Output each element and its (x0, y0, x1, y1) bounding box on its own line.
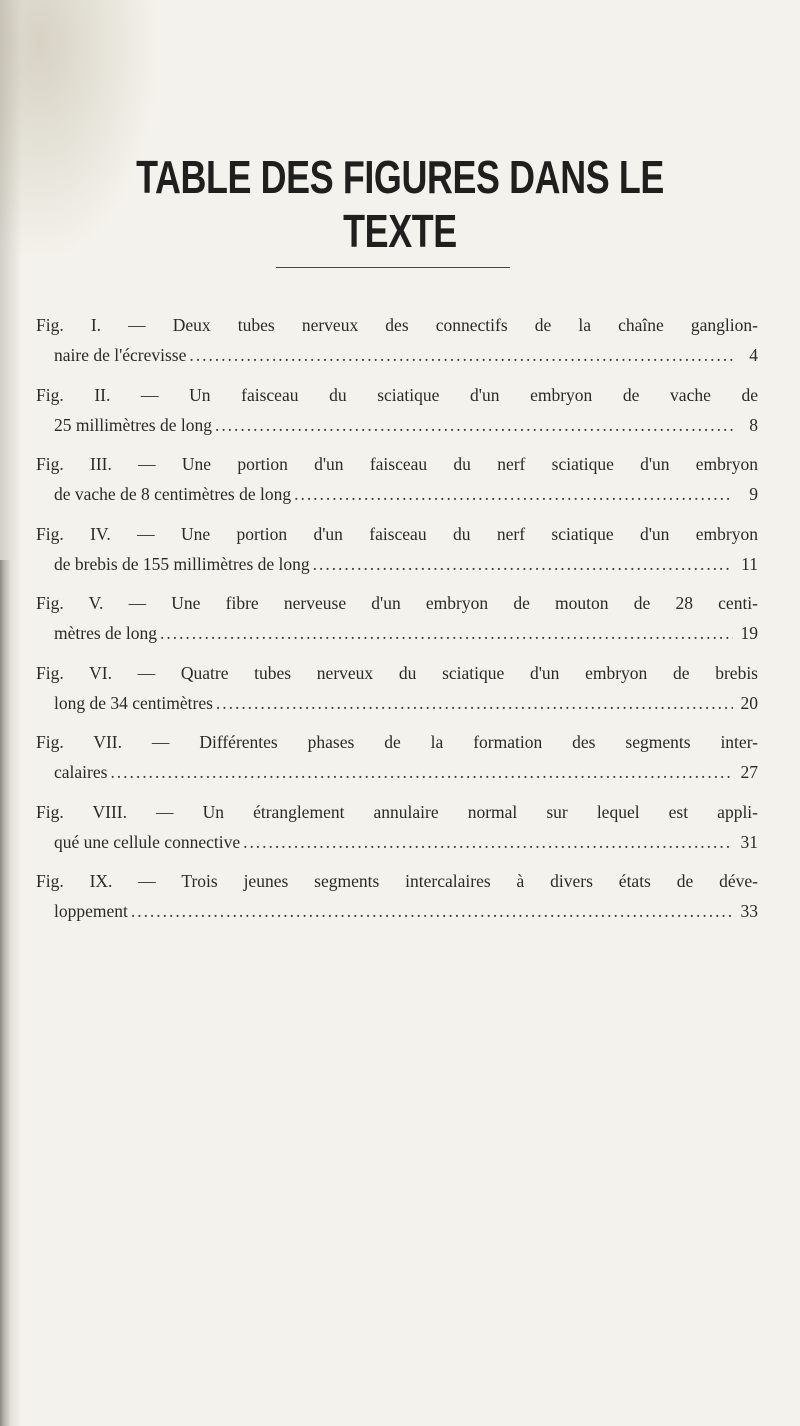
dot-leader (313, 549, 733, 579)
entry-caption-tail: calaires (54, 762, 108, 782)
entry-page-number: 20 (740, 692, 758, 713)
dot-leader (243, 827, 733, 857)
entry-caption-line2 (36, 340, 758, 370)
entry-page-number: 9 (749, 484, 758, 504)
entry-page-number: 11 (741, 553, 758, 574)
entry-caption-line2 (36, 757, 758, 787)
entry-caption-line1: Fig. IX. — Trois jeunes segments intercalaires à divers états de déve- (36, 871, 758, 891)
page-binding-shadow (0, 560, 10, 1426)
dot-leader (294, 479, 733, 509)
entry-page-number: 8 (749, 414, 758, 435)
entry-page-number: 33 (740, 901, 758, 921)
entry-page-number: 27 (740, 762, 758, 782)
entry-caption-line1: Fig. IV. — Une portion d'un faisceau du nerf sciatique d'un embryon (36, 523, 758, 544)
dot-leader (160, 618, 733, 648)
dot-leader (189, 340, 733, 370)
entry-caption-line1: Fig. V. — Une fibre nerveuse d'un embryon de mouton de 28 centi- (36, 593, 758, 613)
figure-entry-8 (36, 797, 758, 857)
entry-caption-line2 (36, 549, 758, 579)
dot-leader (131, 896, 733, 926)
entry-caption-line1: Fig. VII. — Différentes phases de la formation des segments inter- (36, 732, 758, 752)
entry-caption-line2 (36, 410, 758, 440)
page-title: TABLE DES FIGURES DANS LE TEXTE (136, 151, 664, 257)
entry-caption-tail: de vache de 8 centimètres de long (54, 484, 292, 504)
entry-caption-line1: Fig. III. — Une portion d'un faisceau du nerf sciatique d'un embryon (36, 454, 758, 474)
entry-caption-tail: long de 34 centimètres (54, 692, 213, 713)
entry-caption-tail: naire de l'écrevisse (54, 345, 187, 365)
entry-caption-line2 (36, 896, 758, 926)
entry-caption-tail: mètres de long (54, 623, 158, 643)
entry-caption-line2 (36, 827, 758, 857)
dot-leader (110, 757, 733, 787)
figure-entry-9 (36, 866, 758, 926)
figure-entry-1 (36, 310, 758, 370)
entry-caption-line1: Fig. II. — Un faisceau du sciatique d'un embryon de vache de (36, 384, 758, 405)
title-divider (276, 267, 510, 268)
figure-entry-5 (36, 588, 758, 648)
entry-caption-tail: loppement (54, 901, 128, 921)
entry-caption-line2 (36, 479, 758, 509)
figure-entry-2 (36, 380, 758, 440)
figure-entry-6 (36, 658, 758, 718)
entry-caption-tail: de brebis de 155 millimètres de long (54, 553, 310, 574)
entry-page-number: 19 (740, 623, 758, 643)
entry-caption-line2 (36, 688, 758, 718)
figure-list (36, 310, 758, 936)
entry-caption-line1: Fig. VI. — Quatre tubes nerveux du sciatique d'un embryon de brebis (36, 662, 758, 683)
entry-caption-tail: 25 millimètres de long (54, 414, 212, 435)
entry-page-number: 4 (749, 345, 758, 365)
figure-entry-7 (36, 727, 758, 787)
entry-caption-line1: Fig. VIII. — Un étranglement annulaire normal sur lequel est appli- (36, 801, 758, 822)
dot-leader (215, 410, 733, 440)
figure-entry-3 (36, 449, 758, 509)
entry-caption-line2 (36, 618, 758, 648)
entry-caption-line1: Fig. I. — Deux tubes nerveux des connectifs de la chaîne ganglion- (36, 315, 758, 335)
entry-caption-tail: qué une cellule connective (54, 831, 241, 852)
dot-leader (216, 688, 733, 718)
entry-page-number: 31 (740, 831, 758, 852)
figure-entry-4 (36, 519, 758, 579)
